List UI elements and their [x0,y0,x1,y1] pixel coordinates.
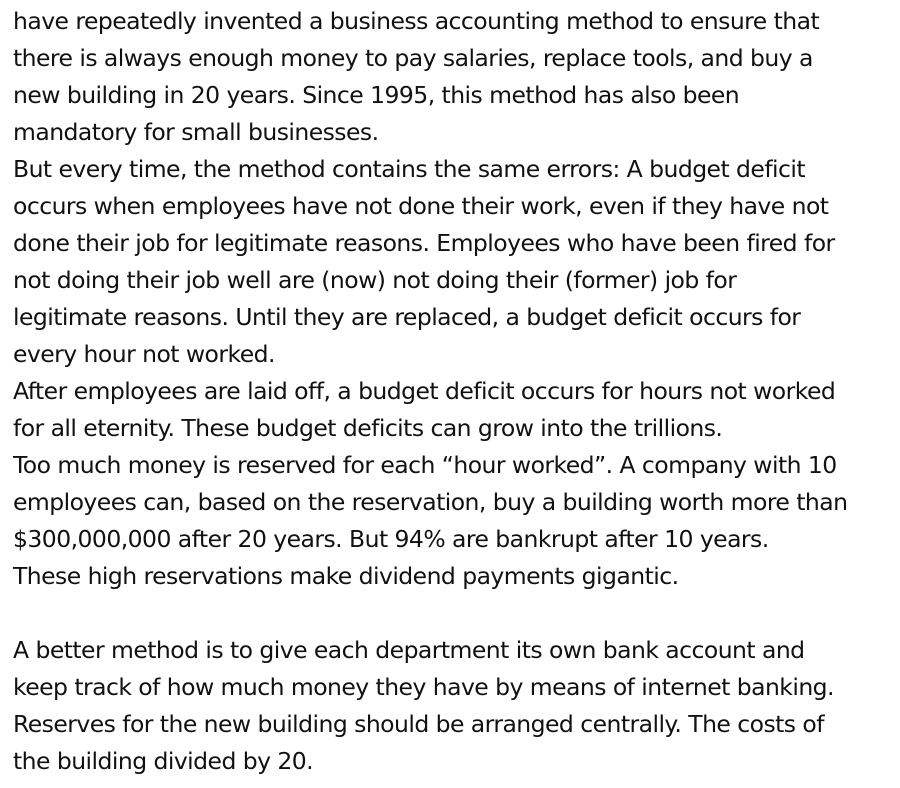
paragraph-better-method [13,632,893,780]
text-line: A better method is to give each department its own bank account and [13,636,805,664]
text-line: done their job for legitimate reasons. Employees who have been fired for [13,229,835,257]
text-line: But every time, the method contains the same errors: A budget deficit [13,155,806,183]
text-line: every hour not worked. [13,340,275,368]
text-line: $300,000,000 after 20 years. But 94% are bankrupt after 10 years. [13,525,769,553]
text-line: the building divided by 20. [13,747,314,775]
text-line: for all eternity. These budget deficits can grow into the trillions. [13,414,723,442]
text-line: mandatory for small businesses. [13,118,379,146]
paragraph-gap [13,595,893,632]
text-line: have repeatedly invented a business accounting method to ensure that [13,7,820,35]
text-line: occurs when employees have not done their work, even if they have not [13,192,829,220]
paragraph-accounting-method [13,3,893,595]
text-line: not doing their job well are (now) not doing their (former) job for [13,266,737,294]
text-line: keep track of how much money they have by means of internet banking. [13,673,834,701]
text-line: there is always enough money to pay salaries, replace tools, and buy a [13,44,813,72]
text-line: legitimate reasons. Until they are replaced, a budget deficit occurs for [13,303,801,331]
text-line: employees can, based on the reservation, buy a building worth more than [13,488,848,516]
text-line: Too much money is reserved for each “hour worked”. A company with 10 [13,451,837,479]
text-line: Reserves for the new building should be arranged centrally. The costs of [13,710,824,738]
text-line: These high reservations make dividend payments gigantic. [13,562,679,590]
text-line: new building in 20 years. Since 1995, this method has also been [13,81,740,109]
document-body [13,3,893,780]
text-line: After employees are laid off, a budget deficit occurs for hours not worked [13,377,836,405]
